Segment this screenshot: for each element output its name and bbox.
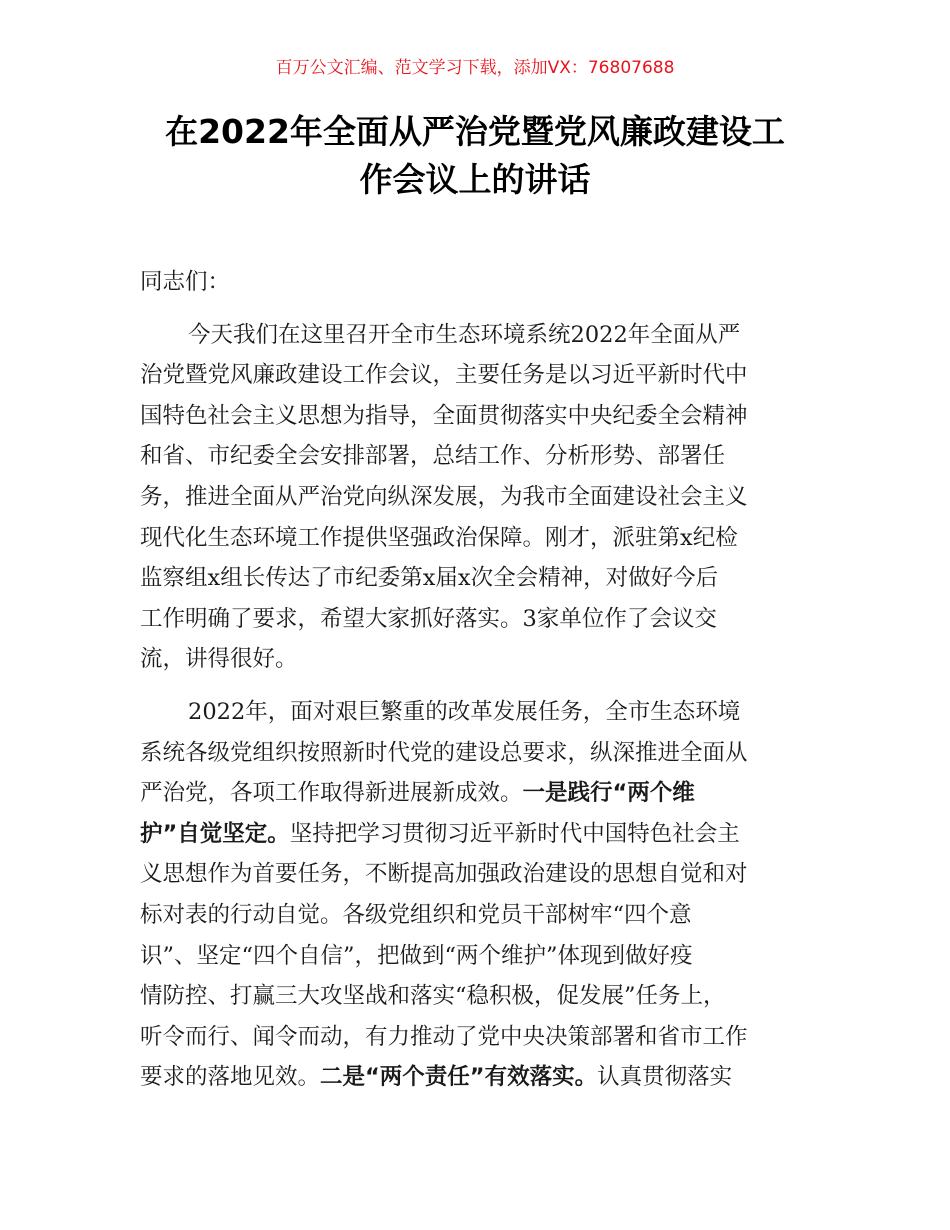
paragraph-1-line: 治党暨党风廉政建设工作会议，主要任务是以习近平新时代中 — [140, 362, 748, 389]
header-promo-note — [0, 56, 950, 80]
key-point-2-heading: 二是“两个责任”有效落实。 — [320, 1064, 598, 1091]
paragraph-2-line: 识”、坚定“四个自信”，把做到“两个维护”体现到做好疫 — [140, 942, 693, 969]
paragraph-2-line: 义思想作为首要任务，不断提高加强政治建设的思想自觉和对 — [140, 861, 748, 888]
paragraph-2 — [140, 692, 820, 1098]
paragraph-2-text: 要求的落地见效。 — [140, 1064, 321, 1091]
paragraph-1-line: 今天我们在这里召开全市生态环境系统2022年全面从严 — [188, 321, 741, 348]
paragraph-2-line: 系统各级党组织按照新时代党的建设总要求，纵深推进全面从 — [140, 739, 748, 766]
paragraph-1-line: 现代化生态环境工作提供坚强政治保障。刚才，派驻第x纪检 — [140, 524, 738, 551]
salutation-text: 同志们： — [140, 269, 231, 295]
paragraph-2-line — [140, 814, 820, 855]
paragraph-1-line: 监察组x组长传达了市纪委第x届x次全会精神，对做好今后 — [140, 565, 719, 592]
key-point-1-heading-end: 护”自觉坚定。 — [140, 820, 290, 847]
paragraph-1 — [140, 315, 820, 680]
paragraph-2-line: 2022年，面对艰巨繁重的改革发展任务，全市生态环境 — [188, 698, 741, 725]
header-promo-text: 百万公文汇编、范文学习下载，添加VX：76807688 — [275, 58, 675, 78]
key-point-1-heading: 一是践行“两个维 — [522, 780, 695, 807]
title-line-1: 在2022年全面从严治党暨党风廉政建设工 — [165, 112, 785, 151]
paragraph-1-line: 和省、市纪委全会安排部署，总结工作、分析形势、部署任 — [140, 443, 726, 470]
title-line-2: 作会议上的讲话 — [359, 160, 591, 199]
document-title — [130, 108, 820, 204]
paragraph-2-text: 认真贯彻落实 — [597, 1064, 733, 1091]
paragraph-2-text: 严治党，各项工作取得新进展新成效。 — [140, 780, 523, 807]
paragraph-2-line — [140, 773, 820, 814]
paragraph-2-line: 情防控、打赢三大攻坚战和落实“稳积极，促发展”任务上， — [140, 983, 726, 1010]
salutation — [140, 262, 820, 303]
paragraph-2-line — [140, 1057, 820, 1098]
paragraph-1-line: 工作明确了要求，希望大家抓好落实。3家单位作了会议交 — [140, 605, 717, 632]
paragraph-2-line: 标对表的行动自觉。各级党组织和党员干部树牢“四个意 — [140, 901, 692, 928]
paragraph-2-text: 坚持把学习贯彻习近平新时代中国特色社会主 — [289, 820, 740, 847]
paragraph-2-line: 听令而行、闻令而动，有力推动了党中央决策部署和省市工作 — [140, 1023, 748, 1050]
paragraph-1-line: 流，讲得很好。 — [140, 646, 298, 673]
paragraph-1-line: 国特色社会主义思想为指导，全面贯彻落实中央纪委全会精神 — [140, 402, 748, 429]
paragraph-1-line: 务，推进全面从严治党向纵深发展，为我市全面建设社会主义 — [140, 483, 748, 510]
document-body — [140, 262, 820, 1110]
